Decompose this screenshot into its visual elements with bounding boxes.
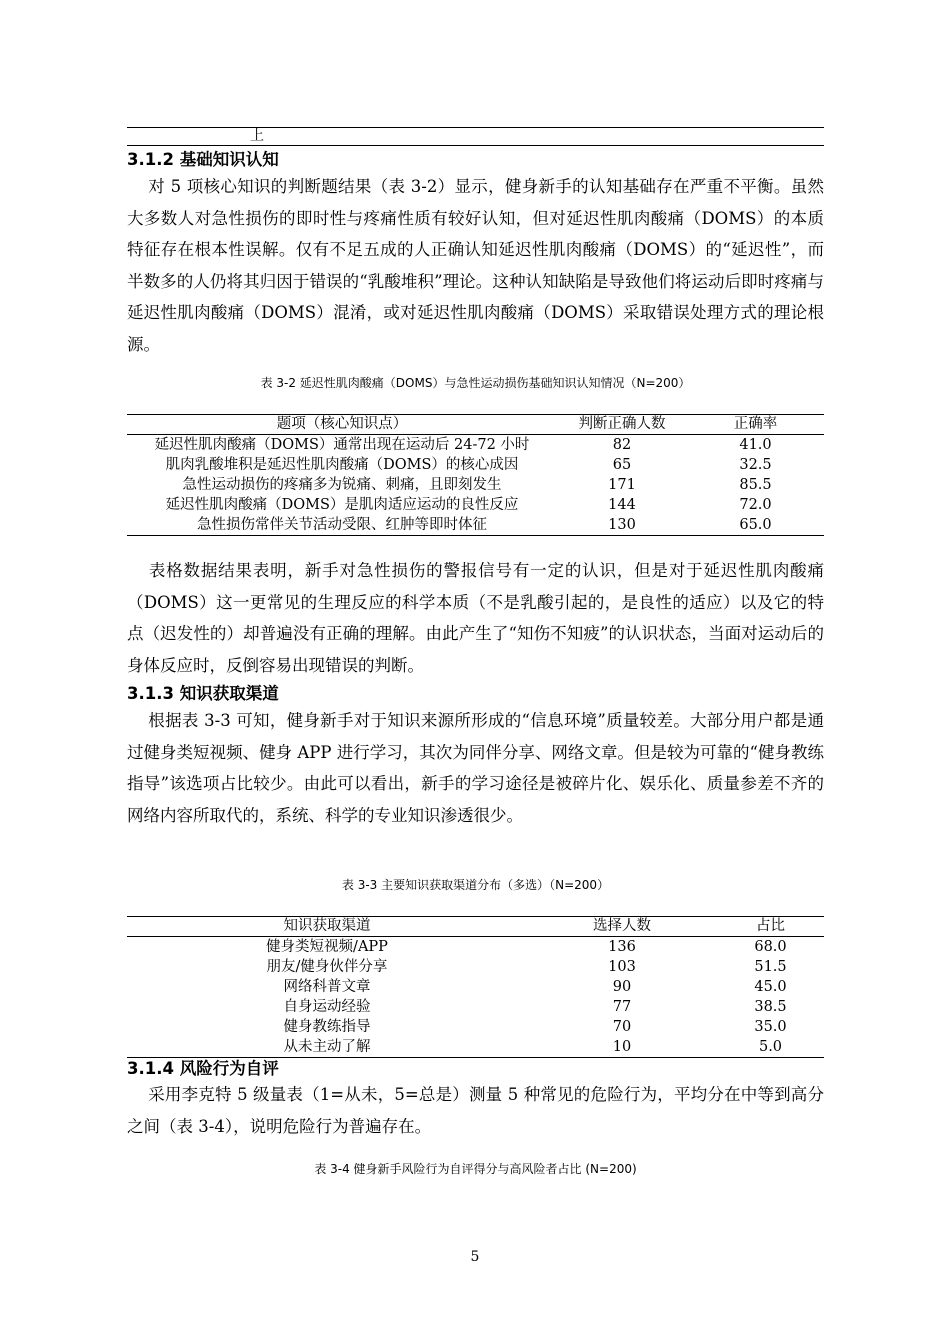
table-cell: 90 [612, 979, 632, 995]
table-bottom-rule [127, 145, 824, 146]
table-cell: 健身类短视频/APP [266, 939, 388, 955]
table-header-cell: 选择人数 [527, 917, 717, 937]
table-fragment-cell: 上 [250, 128, 264, 144]
table-cell: 急性运动损伤的疼痛多为锐痛、刺痛，且即刻发生 [182, 477, 502, 493]
table-header-cell: 占比 [717, 917, 824, 937]
table-cell: 延迟性肌肉酸痛（DOMS）是肌肉适应运动的良性反应 [165, 497, 519, 513]
table-cell: 肌肉乳酸堆积是延迟性肌肉酸痛（DOMS）的核心成因 [165, 457, 519, 473]
paragraph-3-1-3 [127, 705, 824, 831]
table-cell: 65 [612, 457, 632, 473]
table-row [127, 435, 824, 456]
table-cell: 急性损伤常伴关节活动受限、红肿等即时体征 [197, 517, 487, 533]
paragraph-text: 对 5 项核心知识的判断题结果（表 3-2）显示，健身新手的认知基础存在严重不平衡。虽然大多数人对急性损伤的即时性与疼痛性质有较好认知，但对延迟性肌肉酸痛（DOMS）的本质特征存在根本性误解。仅有不足五成的人正确认知延迟性肌肉酸痛（DOMS）的“延迟性”，而半数多的人仍将其归因于错误的“乳酸堆积”理论。这种认知缺陷是导致他们将运动后即时疼痛与延迟性肌肉酸痛（DOMS）混淆，或对延迟性肌肉酸痛（DOMS）采取错误处理方式的理论根源。 [127, 177, 824, 354]
table-cell: 健身教练指导 [283, 1019, 371, 1035]
table-row [127, 957, 824, 977]
paragraph-text: 根据表 3-3 可知，健身新手对于知识来源所形成的“信息环境”质量较差。大部分用户都是通过健身类短视频、健身 APP 进行学习，其次为同伴分享、网络文章。但是较为可靠的“健身教练指导”该选项占比较少。由此可以看出，新手的学习途径是被碎片化、娱乐化、质量参差不齐的网络内容所取代的，系统、科学的专业知识渗透很少。 [127, 711, 824, 825]
table-row [127, 475, 824, 495]
paragraph-text: 表格数据结果表明，新手对急性损伤的警报信号有一定的认识，但是对于延迟性肌肉酸痛（DOMS）这一更常见的生理反应的科学本质（不是乳酸引起的，是良性的适应）以及它的特点（迟发性的）却普遍没有正确的理解。由此产生了“知伤不知疲”的认识状态，当面对运动后的身体反应时，反倒容易出现错误的判断。 [127, 561, 824, 675]
table-cell: 45.0 [754, 979, 787, 995]
section-heading-3-1-2: 3.1.2 基础知识认知 [127, 150, 279, 169]
paragraph-after-table-3-2 [127, 555, 824, 681]
table-header-cell: 判断正确人数 [557, 415, 687, 435]
table-row [127, 455, 824, 475]
table-3-3-caption: 表 3-3 主要知识获取渠道分布（多选）（N=200） [341, 878, 610, 892]
table-cell: 网络科普文章 [283, 979, 371, 995]
table-cell: 38.5 [754, 999, 787, 1015]
table-cell: 82 [612, 437, 632, 453]
table-header-row [127, 415, 824, 435]
table-3-2 [127, 414, 824, 536]
table-row [127, 495, 824, 515]
table-cell: 51.5 [754, 959, 787, 975]
table-cell: 77 [612, 999, 632, 1015]
paragraph-3-1-2 [127, 171, 824, 360]
table-cell: 70 [612, 1019, 632, 1035]
table-cell [127, 435, 557, 456]
table-row [127, 515, 824, 536]
table-cell: 朋友/健身伙伴分享 [266, 959, 388, 975]
table-3-3 [127, 916, 824, 1058]
table-top-rule [127, 127, 824, 128]
table-cell: 72.0 [739, 497, 772, 513]
table-3-2-caption: 表 3-2 延迟性肌肉酸痛（DOMS）与急性运动损伤基础知识认知情况（N=200） [260, 376, 691, 390]
table-cell: 144 [608, 497, 636, 513]
table-row [127, 937, 824, 958]
table-cell-text: 延迟性肌肉酸痛（DOMS）通常出现在运动后 24-72 小时 [154, 437, 530, 453]
table-cell: 自身运动经验 [283, 999, 371, 1015]
table-row [127, 977, 824, 997]
table-cell: 103 [608, 959, 636, 975]
table-cell: 5.0 [758, 1039, 783, 1055]
table-cell: 130 [608, 517, 636, 533]
table-cell: 65.0 [739, 517, 772, 533]
table-cell: 35.0 [754, 1019, 787, 1035]
table-header-row [127, 917, 824, 937]
paragraph-3-1-4 [127, 1079, 824, 1142]
paragraph-text: 采用李克特 5 级量表（1=从未，5=总是）测量 5 种常见的危险行为，平均分在中等到高分之间（表 3-4），说明危险行为普遍存在。 [127, 1085, 824, 1136]
table-header-cell: 正确率 [687, 415, 824, 435]
table-cell: 32.5 [739, 457, 772, 473]
table-row [127, 1037, 824, 1058]
table-row [127, 1017, 824, 1037]
table-3-4-caption: 表 3-4 健身新手风险行为自评得分与高风险者占比 (N=200) [314, 1162, 637, 1176]
table-cell: 68.0 [754, 939, 787, 955]
table-header-cell: 题项（核心知识点） [127, 415, 557, 435]
table-cell: 从未主动了解 [283, 1039, 371, 1055]
table-cell: 85.5 [739, 477, 772, 493]
table-header-cell: 知识获取渠道 [127, 917, 527, 937]
table-cell: 171 [608, 477, 636, 493]
table-row [127, 997, 824, 1017]
section-heading-3-1-4: 3.1.4 风险行为自评 [127, 1059, 279, 1078]
page-number: 5 [470, 1249, 480, 1265]
section-heading-3-1-3: 3.1.3 知识获取渠道 [127, 684, 279, 703]
table-cell: 136 [608, 939, 636, 955]
table-cell: 41.0 [739, 437, 772, 453]
table-cell: 10 [612, 1039, 632, 1055]
